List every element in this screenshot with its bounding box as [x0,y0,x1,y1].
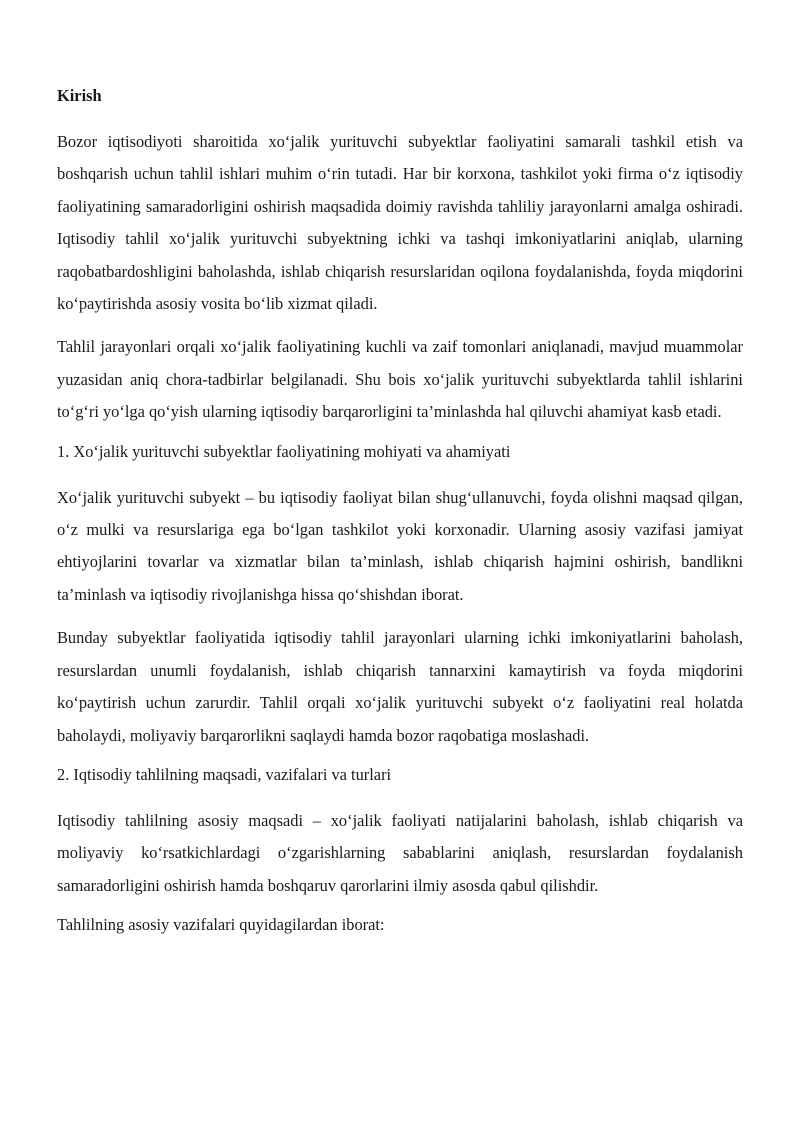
intro-paragraph-2: Tahlil jarayonlari orqali xo‘jalik faoliyatining kuchli va zaif tomonlari aniqlanadi, mavjud muammolar yuzasidan aniq chora-tadbirlar belgilanadi. Shu bois xo‘jalik yurituvchi subyektlarda tahlil ishlarini to‘g‘ri yo‘lga qo‘yish ularning iqtisodiy barqarorligini ta’minlashda hal qiluvchi ahamiyat kasb etadi. [57,337,743,422]
section-2-paragraph-1: Iqtisodiy tahlilning asosiy maqsadi – xo‘jalik faoliyati natijalarini baholash, ishlab chiqarish va moliyaviy ko‘rsatkichlardagi o‘zgarishlarning sabablarini aniqlash, resurslardan foydalanish samaradorligini oshirish hamda boshqaruv qarorlarini ilmiy asosda qabul qilishdir. [57,810,743,895]
document-page [57,84,743,937]
closing-line: Tahlilning asosiy vazifalari quyidagilardan iborat: [57,915,385,935]
intro-paragraph-1: Bozor iqtisodiyoti sharoitida xo‘jalik yurituvchi subyektlar faoliyatini samarali tashkil etish va boshqarish uchun tahlil ishlari muhim o‘rin tutadi. Har bir korxona, tashkilot yoki firma o‘z iqtisodiy faoliyatining samaradorligini oshirish maqsadida doimiy ravishda tahliliy jarayonlarni amalga oshiradi. Iqtisodiy tahlil xo‘jalik yurituvchi subyektning ichki va tashqi imkoniyatlarini aniqlab, ularning raqobatbardoshligini baholashda, ishlab chiqarish resurslaridan oqilona foydalanishda, foyda miqdorini ko‘paytirishda asosiy vosita bo‘lib xizmat qiladi. [57,132,743,314]
section-1-paragraph-1: Xo‘jalik yurituvchi subyekt – bu iqtisodiy faoliyat bilan shug‘ullanuvchi, foyda olishni maqsad qilgan, o‘z mulki va resurslariga ega bo‘lgan tashkilot yoki korxonadir. Ularning asosiy vazifasi jamiyat ehtiyojlarini tovarlar va xizmatlar bilan ta’minlash, ishlab chiqarish hajmini oshirish, bandlikni ta’minlash va iqtisodiy rivojlanishga hissa qo‘shishdan iborat. [57,487,743,604]
section-1-title: 1. Xo‘jalik yurituvchi subyektlar faoliyatining mohiyati va ahamiyati [57,441,511,461]
document-heading: Kirish [57,86,102,105]
section-1-paragraph-2: Bunday subyektlar faoliyatida iqtisodiy tahlil jarayonlari ularning ichki imkoniyatlarini baholash, resurslardan unumli foydalanish, ishlab chiqarish tannarxini kamaytirish va foyda miqdorini ko‘paytirish uchun zarurdir. Tahlil orqali xo‘jalik yurituvchi subyekt o‘z faoliyatini real holatda baholaydi, moliyaviy barqarorlikni saqlaydi hamda bozor raqobatiga moslashadi. [57,628,743,745]
section-2-title: 2. Iqtisodiy tahlilning maqsadi, vazifalari va turlari [57,764,392,784]
